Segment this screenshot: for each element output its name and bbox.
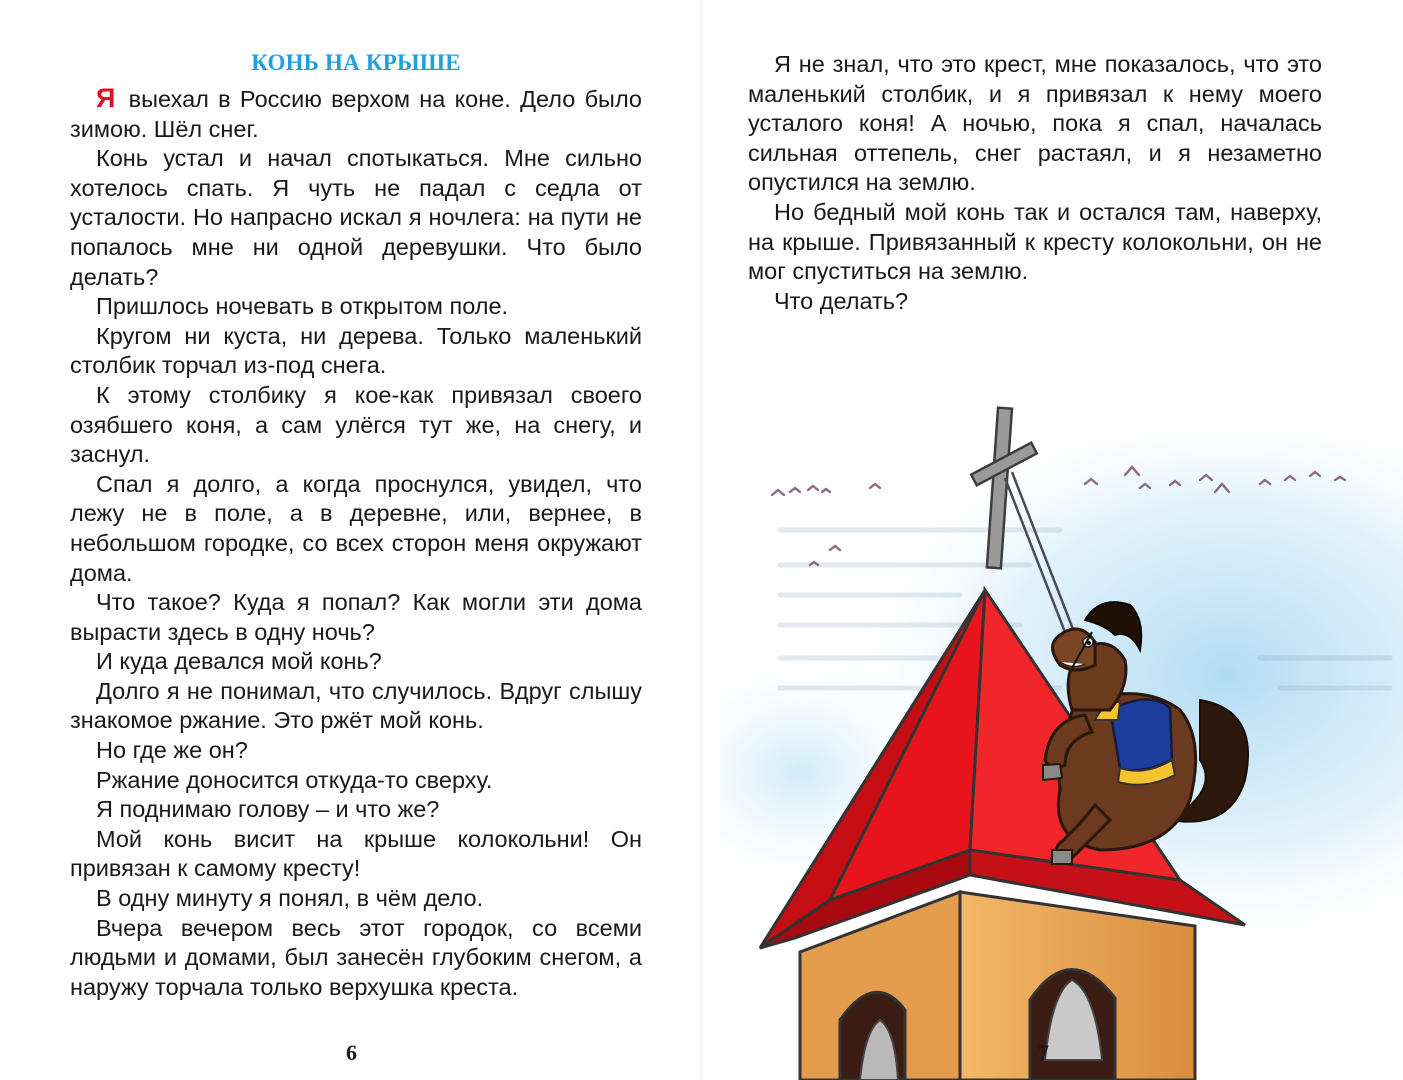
paragraph: Что такое? Куда я попал? Как могли эти дома вырасти здесь в одну ночь? [70,589,642,645]
paragraph: Спал я долго, а когда проснулся, увидел, что лежу не в поле, а в деревне, или, вернее, в небольшом городке, со всех сторон меня окружают дома. [70,470,642,586]
paragraph [70,84,642,144]
drop-cap: Я [96,83,116,113]
paragraph: Конь устал и начал спотыкаться. Мне сильно хотелось спать. Я чуть не падал с седла от усталости. Но напрасно искал я ночлега: на пути не попалось мне ни одной деревушки. Что было делать? [70,145,642,290]
paragraph: Я поднимаю голову – и что же? [96,796,440,823]
story-title: КОНЬ НА КРЫШЕ [251,50,461,75]
paragraph: Ржание доносится откуда-то сверху. [96,766,493,793]
page-number-left: 6 [346,1040,357,1065]
bell-tower-illustration [700,380,1403,1080]
right-page [748,50,1322,316]
paragraph: Пришлось ночевать в открытом поле. [96,293,509,320]
paragraph: К этому столбику я кое-как привязал своего озябшего коня, а сам улёгся тут же, на снегу, и заснул. [70,381,642,468]
paragraph: В одну минуту я понял, в чём дело. [96,885,484,912]
paragraph: Что делать? [774,287,909,314]
page-number-right: 7 [1038,1040,1049,1065]
left-page [70,50,642,1002]
paragraph: Мой конь висит на крыше колокольни! Он привязан к самому кресту! [70,825,642,882]
paragraph: Но где же он? [96,737,248,764]
paragraph: Но бедный мой конь так и остался там, наверху, на крыше. Привязанный к кресту колокольни, он не мог спуститься на землю. [748,198,1322,285]
paragraph-text: выехал в Россию верхом на коне. Дело было зимою. Шёл снег. [70,86,642,142]
paragraph: Долго я не понимал, что случилось. Вдруг слышу знакомое ржание. Это ржёт мой конь. [70,677,642,734]
paragraph: Я не знал, что это крест, мне показалось, что это маленький столбик, и я привязал к нему моего усталого коня! А ночью, пока я спал, началась сильная оттепель, снег растаял, и я незаметно опустился на землю. [748,51,1322,196]
paragraph: И куда девался мой конь? [96,648,382,675]
paragraph: Кругом ни куста, ни дерева. Только маленький столбик торчал из-под снега. [70,322,642,379]
paragraph: Вчера вечером весь этот городок, со всеми людьми и домами, был занесён глубоким снегом, а наружу торчала только верхушка креста. [70,914,642,1000]
